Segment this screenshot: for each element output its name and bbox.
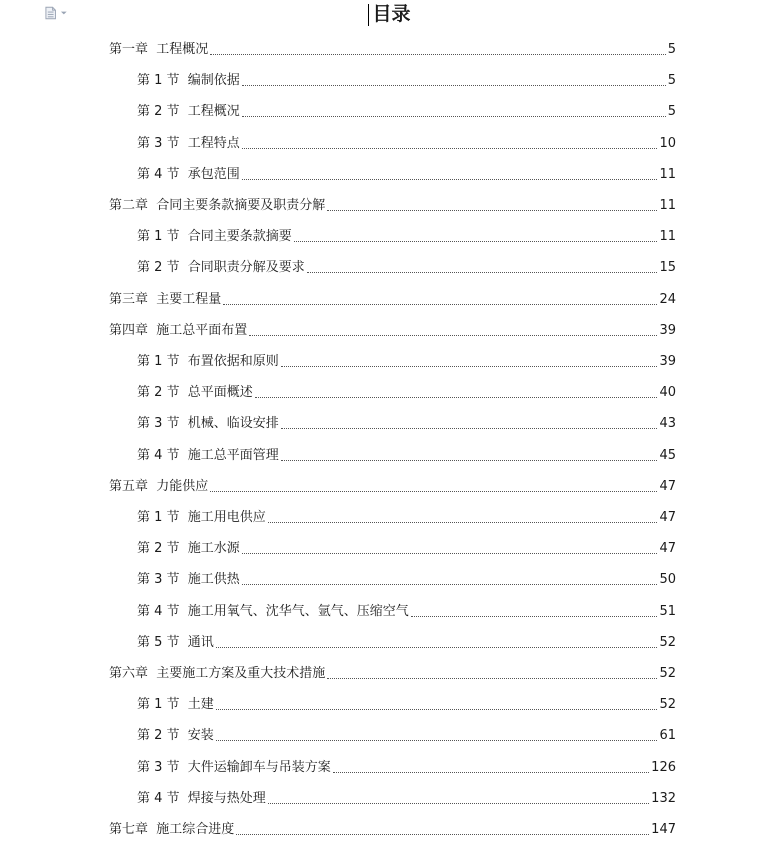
toc-entry-label: 第二章 合同主要条款摘要及职责分解 [109, 198, 326, 213]
toc-dot-leader [281, 366, 658, 367]
toc-page-number: 5 [667, 73, 676, 89]
toc-page-number: 11 [659, 198, 676, 213]
toc-dot-leader [223, 304, 657, 305]
page-title-text: 目录 [372, 3, 411, 25]
toc-section-entry[interactable] [137, 256, 676, 276]
toc-entry-label: 第 4 节 施工用氧气、沈华气、氩气、压缩空气 [137, 603, 409, 619]
toc-entry-label: 第 3 节 机械、临设安排 [137, 416, 279, 432]
toc-page-number: 47 [659, 478, 676, 494]
toc-section-entry[interactable] [137, 100, 676, 120]
toc-page-number: 11 [659, 229, 676, 245]
toc-entry-label: 第 1 节 编制依据 [137, 73, 240, 89]
toc-page-number: 52 [659, 697, 676, 713]
toc-entry-label: 第 3 节 施工供热 [137, 572, 240, 588]
toc-chapter-entry[interactable] [109, 818, 676, 838]
toc-page-number: 10 [659, 135, 676, 151]
toc-entry-label: 第 1 节 施工用电供应 [137, 510, 266, 525]
toc-entry-label: 第 3 节 大件运输卸车与吊装方案 [137, 759, 331, 775]
toc-entry-label: 第 2 节 工程概况 [137, 104, 240, 120]
toc-dot-leader [236, 834, 649, 835]
toc-dot-leader [281, 428, 658, 429]
toc-entry-label: 第 1 节 合同主要条款摘要 [137, 229, 292, 245]
toc-page-number: 39 [659, 354, 676, 369]
toc-entry-label: 第 4 节 焊接与热处理 [137, 790, 266, 806]
toc-section-entry[interactable] [137, 163, 676, 183]
toc-page-number: 147 [651, 822, 676, 837]
toc-dot-leader [333, 772, 649, 773]
toc-entry-label: 第 4 节 承包范围 [137, 166, 240, 182]
toc-entry-label: 第四章 施工总平面布置 [109, 322, 248, 338]
toc-entry-label: 第六章 主要施工方案及重大技术措施 [109, 666, 326, 681]
toc-section-entry[interactable] [137, 537, 676, 557]
toc-page-number: 52 [659, 634, 676, 650]
toc-dot-leader [249, 335, 657, 336]
toc-dot-leader [210, 491, 657, 492]
toc-page-number: 40 [659, 385, 676, 401]
toc-section-entry[interactable] [137, 350, 676, 370]
toc-section-entry[interactable] [137, 69, 676, 89]
toc-section-entry[interactable] [137, 568, 676, 588]
toc-page-number: 47 [659, 541, 676, 557]
toc-section-entry[interactable] [137, 381, 676, 401]
toc-dot-leader [411, 616, 658, 617]
toc-chapter-entry[interactable] [109, 475, 676, 495]
toc-dot-leader [268, 803, 649, 804]
toc-dot-leader [242, 148, 658, 149]
toc-section-entry[interactable] [137, 631, 676, 651]
toc-page-number: 50 [659, 572, 676, 588]
toc-dot-leader [327, 210, 657, 211]
toc-dot-leader [268, 522, 658, 523]
toc-section-entry[interactable] [137, 756, 676, 776]
toc-page-number: 24 [659, 291, 676, 307]
toc-entry-label: 第 3 节 工程特点 [137, 135, 240, 151]
toc-entry-label: 第 2 节 总平面概述 [137, 385, 253, 401]
toc-page-number: 132 [651, 790, 676, 806]
toc-page-number: 126 [651, 759, 676, 775]
text-cursor [368, 4, 369, 26]
toc-dot-leader [242, 553, 658, 554]
toc-entry-label: 第 5 节 通讯 [137, 634, 214, 650]
toc-dot-leader [281, 460, 658, 461]
toc-page-number: 51 [659, 603, 676, 619]
toc-section-entry[interactable] [137, 506, 676, 526]
toc-entry-label: 第 2 节 合同职责分解及要求 [137, 260, 305, 276]
toc-dot-leader [216, 740, 658, 741]
toc-page-number: 5 [667, 104, 676, 120]
toc-entry-label: 第七章 施工综合进度 [109, 822, 235, 837]
toc-entry-label: 第 2 节 施工水源 [137, 541, 240, 557]
toc-dot-leader [242, 85, 666, 86]
toc-page-number: 45 [659, 447, 676, 463]
toc-dot-leader [294, 241, 658, 242]
toc-section-entry[interactable] [137, 444, 676, 464]
toc-page-number: 47 [659, 510, 676, 525]
toc-section-entry[interactable] [137, 787, 676, 807]
toc-entry-label: 第 1 节 布置依据和原则 [137, 354, 279, 369]
toc-dot-leader [307, 272, 658, 273]
toc-entry-label: 第三章 主要工程量 [109, 291, 222, 307]
toc-dot-leader [255, 397, 658, 398]
toc-dot-leader [327, 678, 657, 679]
toc-section-entry[interactable] [137, 412, 676, 432]
toc-dot-leader [216, 709, 658, 710]
toc-page-number: 43 [659, 416, 676, 432]
toc-page-number: 5 [667, 42, 676, 57]
page-title[interactable] [368, 0, 410, 28]
toc-page-number: 52 [659, 666, 676, 681]
toc-page-number: 61 [659, 728, 676, 744]
toc-entry-label: 第五章 力能供应 [109, 478, 209, 494]
toc-dot-leader [210, 54, 665, 55]
toc-dot-leader [216, 647, 658, 648]
toc-section-entry[interactable] [137, 132, 676, 152]
toc-section-entry[interactable] [137, 600, 676, 620]
toc-section-entry[interactable] [137, 225, 676, 245]
toc-section-entry[interactable] [137, 724, 676, 744]
toc-dot-leader [242, 179, 658, 180]
toc-chapter-entry[interactable] [109, 38, 676, 58]
toc-page-number: 39 [659, 322, 676, 338]
toc-chapter-entry[interactable] [109, 194, 676, 214]
toc-chapter-entry[interactable] [109, 288, 676, 308]
toc-chapter-entry[interactable] [109, 319, 676, 339]
toc-chapter-entry[interactable] [109, 662, 676, 682]
toc-entry-label: 第 2 节 安装 [137, 728, 214, 744]
toc-entry-label: 第一章 工程概况 [109, 42, 209, 57]
toc-dot-leader [242, 116, 666, 117]
toc-page-number: 11 [659, 166, 676, 182]
toc-page-number: 15 [659, 260, 676, 276]
toc-section-entry[interactable] [137, 693, 676, 713]
toc-entry-label: 第 1 节 土建 [137, 697, 214, 713]
title-area [0, 0, 779, 28]
toc-entry-label: 第 4 节 施工总平面管理 [137, 447, 279, 463]
toc-dot-leader [242, 584, 658, 585]
